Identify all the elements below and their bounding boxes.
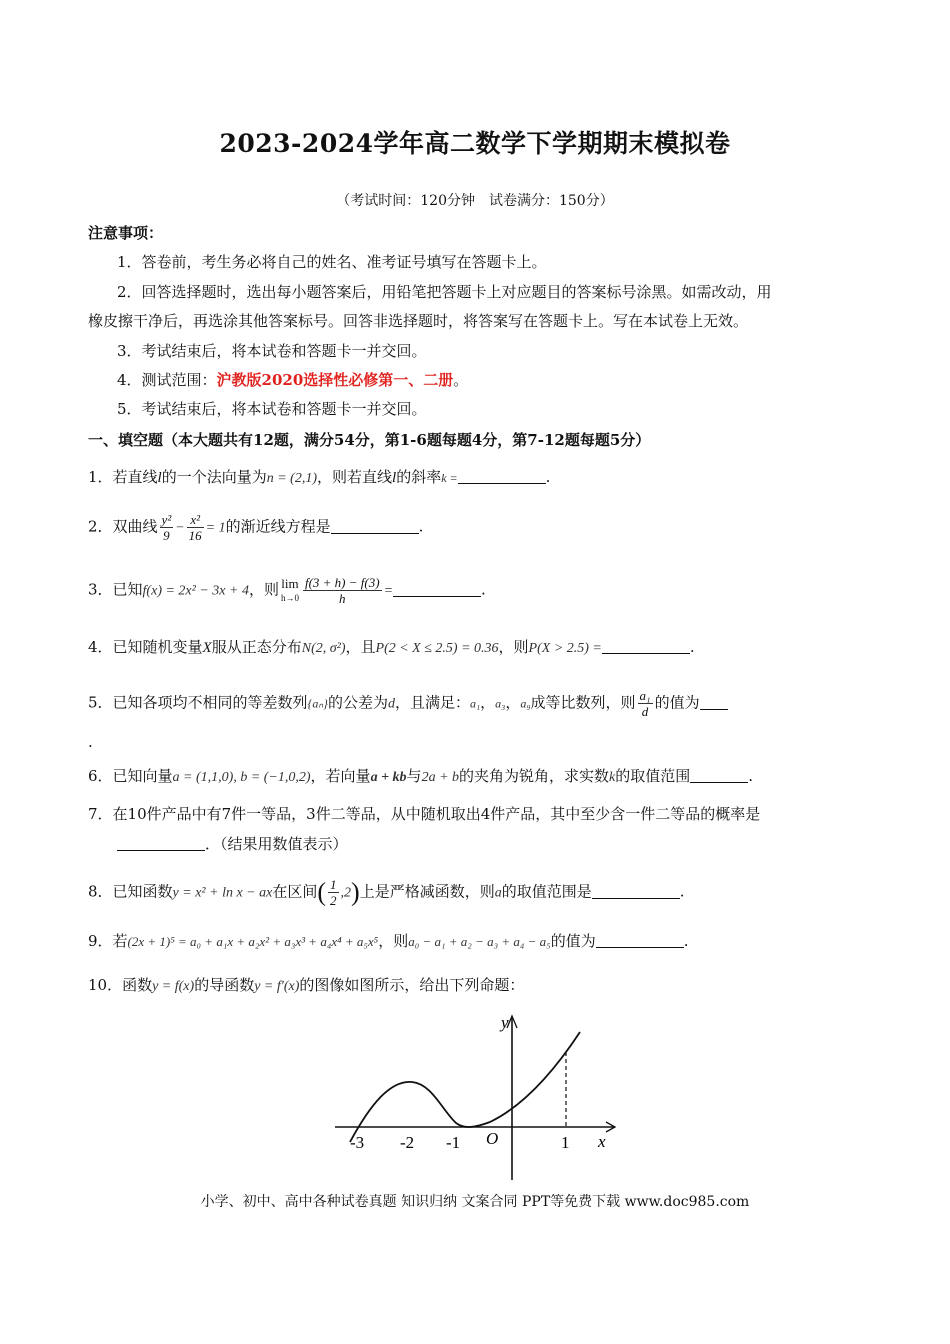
q3-end: . — [481, 580, 486, 599]
q1-slope-expr: k = — [441, 471, 458, 485]
q1-text-d: 的斜率 — [396, 468, 442, 486]
q9-text-c: 的值为 — [550, 932, 596, 950]
q9-answer-blank[interactable] — [596, 931, 684, 948]
q1-answer-blank[interactable] — [458, 467, 546, 484]
q3-answer-blank[interactable] — [393, 580, 481, 597]
tick-label-neg2: -2 — [400, 1133, 415, 1152]
q4-text-c: ，且 — [345, 638, 376, 656]
q1-text-b: 的一个法向量为 — [161, 468, 267, 486]
q2-frac-1-den: 9 — [163, 528, 170, 543]
question-6 — [88, 765, 753, 789]
tick-label-1: 1 — [561, 1133, 570, 1152]
q10-text-b: 的导函数 — [194, 976, 255, 994]
question-1 — [88, 466, 550, 490]
q8-answer-blank[interactable] — [592, 882, 680, 899]
q10-text-a: 10．函数 — [88, 976, 153, 994]
q8-frac — [328, 877, 339, 908]
notice-item-2-line-1: 2．回答选择题时，选出每小题答案后，用铅笔把答题卡上对应题目的答案标号涂黑。如需改动，用 — [117, 283, 772, 301]
q9-text-b: ，则 — [378, 932, 409, 950]
notice-item-5: 5．考试结束后，将本试卷和答题卡一并交回。 — [117, 400, 427, 418]
notice-item-2-line-2: 橡皮擦干净后，再选涂其他答案标号。回答非选择题时，将答案写在答题卡上。写在本试卷上无效。 — [88, 312, 749, 330]
q8-var-a: a — [494, 885, 502, 901]
notice-item-4-suffix: 。 — [453, 371, 469, 389]
q1-var-l: l — [157, 470, 162, 486]
notice-item-4-prefix: 4．测试范围： — [117, 371, 217, 389]
question-2 — [88, 512, 423, 543]
q4-text-d: ，则 — [498, 638, 529, 656]
q5-text-c: ，且满足： — [394, 693, 470, 712]
q5-sep-2: ， — [505, 693, 521, 712]
q6-text-e: 的取值范围 — [615, 767, 691, 785]
graph-x-label: x — [598, 1132, 606, 1151]
q7-text-b: ．（结果用数值表示） — [205, 835, 348, 853]
q9-end: . — [683, 932, 689, 950]
q5-text-d: 成等比数列，则 — [530, 693, 636, 712]
q8-end: . — [679, 882, 685, 901]
tick-label-neg3: -3 — [350, 1133, 365, 1152]
question-5 — [88, 688, 728, 719]
q6-answer-blank[interactable] — [690, 766, 748, 783]
q1-normal-vector: n = (2,1) — [266, 471, 318, 486]
q6-vectors: a = (1,1,0), b = (−1,0,2) — [172, 770, 311, 785]
notice-item-1: 1．答卷前，考生务必将自己的姓名、准考证号填写在答题卡上。 — [117, 253, 547, 271]
q3-equals: = — [383, 583, 394, 599]
q9-text-a: 9．若 — [88, 932, 128, 950]
q2-text-b: 的渐近线方程是 — [225, 517, 331, 536]
q9-sum-expr: a₀ − a₁ + a₂ − a₃ + a₄ − a₅ — [408, 934, 551, 949]
graph-y-label: y — [501, 1013, 509, 1032]
q6-text-b: ，若向量 — [310, 767, 371, 785]
q9-expansion: (2x + 1)⁵ = a₀ + a₁x + a₂x² + a₃x³ + a₄x⁴ + a₅x⁵ — [127, 934, 379, 949]
section-1-heading: 一、填空题（本大题共有12题，满分54分，第1-6题每题4分，第7-12题每题5分） — [88, 431, 651, 449]
q4-target: P(X > 2.5) = — [528, 641, 602, 656]
q6-end: . — [748, 767, 754, 785]
notice-item-4-scope: 沪教版2020选择性必修第一、二册 — [216, 371, 454, 389]
q5-text-b: 的公差为 — [327, 693, 388, 712]
question-9 — [88, 930, 689, 953]
q4-var-x: X — [202, 640, 212, 656]
q10-text-c: 的图像如图所示，给出下列命题： — [299, 976, 525, 994]
q3-text-a: 3．已知 — [88, 580, 143, 599]
q3-frac — [303, 575, 382, 606]
q3-frac-den: h — [339, 591, 346, 606]
tick-label-neg1: -1 — [446, 1133, 461, 1152]
q2-frac-2-den: 16 — [188, 528, 202, 543]
q5-text-e: 的值为 — [654, 693, 700, 712]
graph-origin-label: O — [486, 1129, 499, 1148]
page-title: 2023-2024学年高二数学下学期期末模拟卷 — [219, 129, 731, 158]
q7-answer-blank[interactable] — [117, 834, 205, 851]
q1-text-c: ，则若直线 — [317, 468, 393, 486]
q2-frac-2 — [187, 512, 204, 543]
q6-vector-2: 2a + b — [421, 770, 460, 785]
q8-right-paren: ) — [351, 877, 360, 907]
question-10 — [88, 974, 524, 998]
q10-function: y = f(x) — [152, 979, 195, 994]
q8-function: y = x² + ln x − ax — [172, 885, 273, 901]
question-7-line-1: 7．在10件产品中有7件一等品，3件二等品，从中随机取出4件产品，其中至少含一件二等品的概率是 — [88, 805, 761, 823]
question-3 — [88, 575, 486, 606]
q10-derivative: y = f′(x) — [254, 979, 300, 994]
q4-answer-blank[interactable] — [602, 637, 690, 654]
q1-var-l-2: l — [392, 470, 397, 486]
q4-text-a: 4．已知随机变量 — [88, 638, 203, 656]
q2-frac-1 — [160, 512, 174, 543]
q8-left-paren: ( — [317, 877, 327, 907]
q6-text-d: 的夹角为锐角，求实数 — [459, 767, 610, 785]
q5-frac — [638, 688, 653, 719]
q5-var-d: d — [387, 696, 395, 712]
q1-end: . — [545, 468, 551, 486]
q2-text-a: 2．双曲线 — [88, 517, 158, 536]
q3-text-b: ，则 — [248, 580, 279, 599]
q1-text-a: 1．若直线 — [88, 468, 158, 486]
q8-frac-den: 2 — [330, 893, 337, 908]
exam-subtitle: （考试时间：120分钟 试卷满分：150分） — [336, 193, 614, 209]
notice-heading: 注意事项： — [88, 224, 164, 242]
q4-probability: P(2 < X ≤ 2.5) = 0.36 — [375, 641, 499, 656]
q2-minus: − — [175, 520, 185, 536]
q2-end: . — [418, 517, 424, 536]
q4-distribution: N(2, σ²) — [301, 641, 346, 656]
q5-answer-blank[interactable] — [700, 693, 728, 710]
q5-trailing-dot: . — [88, 733, 93, 751]
question-8 — [88, 877, 685, 908]
question-7-line-2 — [117, 833, 348, 855]
q6-var-k: k — [609, 770, 616, 785]
q5-term-a3: a₃ — [495, 696, 506, 711]
q2-equals: = 1 — [205, 520, 226, 536]
q6-vector-sum: a + kb — [370, 770, 407, 785]
q2-answer-blank[interactable] — [331, 517, 419, 534]
q6-text-c: 与 — [406, 767, 422, 785]
q5-text-a: 5．已知各项均不相同的等差数列 — [88, 693, 308, 712]
q3-lim-sub: h→0 — [280, 592, 299, 603]
q8-text-c: 上是严格减函数，则 — [359, 882, 495, 901]
q3-function: f(x) = 2x² − 3x + 4 — [142, 583, 249, 599]
q2-frac-1-num: y² — [161, 512, 172, 527]
q8-text-b: 在区间 — [272, 882, 318, 901]
q5-sep-1: ， — [480, 693, 496, 712]
notice-item-3: 3．考试结束后，将本试卷和答题卡一并交回。 — [117, 342, 427, 360]
q8-interval-end: ,2 — [340, 885, 352, 901]
page-footer: 小学、初中、高中各种试卷真题 知识归纳 文案合同 PPT等免费下载 www.doc985.com — [200, 1194, 750, 1210]
q3-limit — [281, 576, 299, 606]
derivative-curve — [350, 1032, 580, 1142]
notice-item-4 — [117, 369, 468, 391]
q8-text-a: 8．已知函数 — [88, 882, 173, 901]
q5-term-a1: a₁ — [469, 696, 481, 711]
q5-frac-den: d — [641, 704, 649, 719]
q8-text-d: 的取值范围是 — [501, 882, 592, 901]
q4-end: . — [689, 638, 695, 656]
q5-sequence: {aₙ} — [307, 696, 328, 711]
q3-frac-num: f(3 + h) − f(3) — [304, 575, 380, 590]
derivative-graph — [330, 1010, 620, 1185]
question-4 — [88, 636, 695, 660]
q6-text-a: 6．已知向量 — [88, 767, 173, 785]
q3-lim: lim — [281, 575, 299, 591]
q4-text-b: 服从正态分布 — [211, 638, 302, 656]
q2-frac-2-num: x² — [187, 512, 204, 528]
q8-frac-num: 1 — [330, 877, 337, 892]
q5-term-a9: a₉ — [520, 696, 531, 711]
q5-frac-num: a₁ — [639, 688, 651, 703]
